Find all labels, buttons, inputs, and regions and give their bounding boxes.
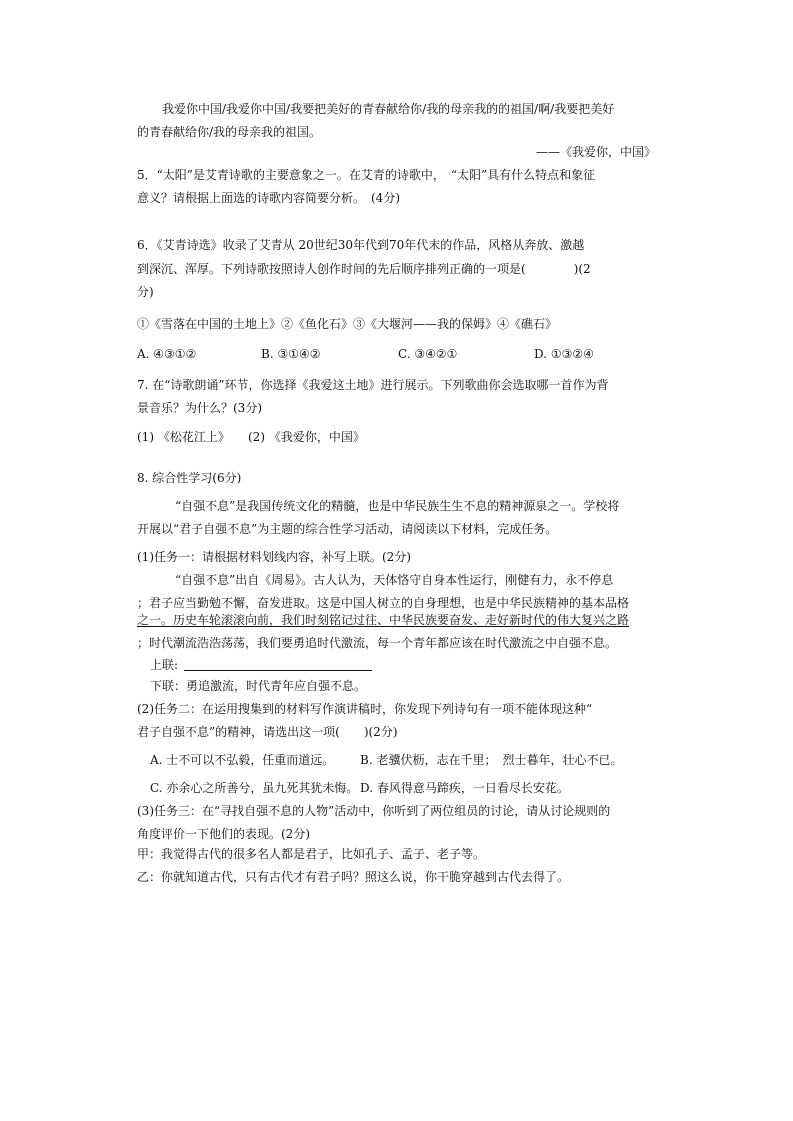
q6-option-d[interactable]: D. ①③②④ bbox=[534, 347, 594, 361]
task2-line-1: (2)任务二：在运用搜集到的材料写作演讲稿时，你发现下列诗句有一项不能体现这种“ bbox=[137, 702, 593, 716]
task1-prompt: (1)任务一：请根据材料划线内容，补写上联。(2分) bbox=[137, 550, 411, 564]
q7-line-2: 景音乐？为什么？(3分) bbox=[137, 401, 262, 415]
q8-intro-2: 开展以“君子自强不息”为主题的综合性学习活动，请阅读以下材料，完成任务。 bbox=[137, 522, 558, 536]
task1-material-4: ；时代潮流浩浩荡荡，我们要勇追时代激流，每一个青年都应该在时代激流之中自强不息。 bbox=[137, 636, 618, 650]
q7-line-1: 7. 在“诗歌朗诵”环节，你选择《我爱这土地》进行展示。下列歌曲你会选取哪一首作为背 bbox=[137, 378, 609, 392]
task2-option-d[interactable]: D. 春风得意马蹄疾，一日看尽长安花。 bbox=[360, 781, 569, 795]
q6-option-b[interactable]: B. ③①④② bbox=[261, 347, 321, 361]
q8-title: 8. 综合性学习(6分) bbox=[137, 471, 242, 485]
poem-source: ——《我爱你，中国》 bbox=[536, 145, 657, 159]
task1-material-1: “自强不息”出自《周易》。古人认为，天体恪守自身本性运行，刚健有力，永不停息 bbox=[175, 573, 614, 587]
q7-option-2[interactable]: (2) 《我爱你，中国》 bbox=[248, 430, 365, 444]
task1-material-3-underlined: 之一。历史车轮滚滚向前，我们时刻铭记过往、中华民族要奋发、走好新时代的伟大复兴之路 bbox=[137, 613, 630, 627]
q6-option-a[interactable]: A. ④③①② bbox=[137, 347, 197, 361]
task3-line-2: 角度评价一下他们的表现。(2分) bbox=[137, 827, 310, 841]
q6-line-1: 6．《艾青诗选》收录了艾青从 20世纪30年代到70年代末的作品，风格从奔放、激越 bbox=[137, 238, 585, 252]
task2-option-a[interactable]: A. 士不可以不弘毅，任重而道远。 bbox=[150, 753, 335, 767]
q6-works: ①《雪落在中国的土地上》②《鱼化石》③《大堰河——我的保姆》④《礁石》 bbox=[137, 317, 558, 331]
poem-line-1: 我爱你中国/我爱你中国/我要把美好的青春献给你/我的母亲我的的祖国/啊/我要把美好 bbox=[162, 102, 615, 116]
task2-option-c[interactable]: C. 亦余心之所善兮，虽九死其犹未悔。 bbox=[150, 781, 359, 795]
q6-line-2: 到深沉、浑厚。下列诗歌按照诗人创作时间的先后顺序排列正确的一项是( )(2 bbox=[137, 262, 591, 276]
task3-line-1: (3)任务三：在“寻找自强不息的人物”活动中，你听到了两位组员的讨论，请从讨论规则的 bbox=[137, 804, 611, 818]
upper-couplet-row bbox=[150, 656, 372, 673]
poem-line-2: 的青春献给你/我的母亲我的祖国。 bbox=[137, 125, 322, 139]
task2-line-2: 君子自强不息”的精神，请选出这一项( )(2分) bbox=[137, 725, 398, 739]
q7-option-1[interactable]: (1) 《松花江上》 bbox=[137, 430, 230, 444]
q8-intro-1: “自强不息”是我国传统文化的精髓，也是中华民族生生不息的精神源泉之一。学校将 bbox=[175, 499, 620, 513]
upper-couplet-label: 上联: bbox=[150, 658, 179, 672]
q5-line-2: 意义？请根据上面选的诗歌内容简要分析。 (4分) bbox=[137, 191, 400, 205]
task3-speaker-jia: 甲：我觉得古代的很多名人都是君子，比如孔子、孟子、老子等。 bbox=[137, 847, 486, 861]
task1-material-2: ；君子应当勤勉不懈，奋发进取。这是中国人树立的自身理想，也是中华民族精神的基本品格 bbox=[137, 596, 630, 610]
lower-couplet: 下联：勇追激流，时代青年应自强不息。 bbox=[150, 679, 367, 693]
upper-couplet-blank[interactable] bbox=[184, 658, 372, 671]
task3-speaker-yi: 乙：你就知道古代，只有古代才有君子吗？照这么说，你干脆穿越到古代去得了。 bbox=[137, 870, 570, 884]
task2-option-b[interactable]: B. 老骥伏枥，志在千里； 烈士暮年，壮心不已。 bbox=[360, 753, 623, 767]
q5-line-1: 5．“太阳”是艾青诗歌的主要意象之一。在艾青的诗歌中， “太阳”具有什么特点和象征 bbox=[137, 168, 596, 182]
q6-option-c[interactable]: C. ③④②① bbox=[398, 347, 458, 361]
q6-line-3: 分) bbox=[137, 285, 154, 299]
